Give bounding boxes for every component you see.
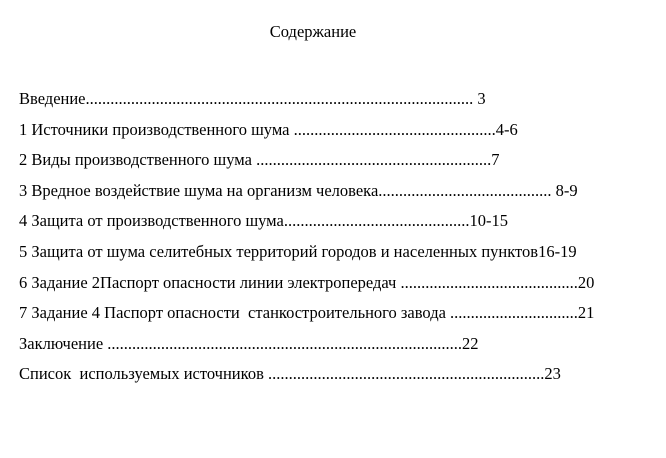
toc-entry-page: 16-19 bbox=[538, 241, 577, 261]
toc-entry-label: 2 Виды производственного шума bbox=[19, 150, 257, 170]
toc-entry-leader: ......................................................... bbox=[256, 150, 492, 170]
toc-entry-leader: ................................................................... bbox=[267, 364, 545, 384]
toc-entry-page: 21 bbox=[577, 303, 595, 323]
toc-entry-label: 4 Защита от производственного шума bbox=[19, 211, 284, 231]
toc-entry-label: 6 Задание 2Паспорт опасности линии электропередач bbox=[19, 272, 401, 292]
toc-entry-label: Список используемых источников bbox=[19, 364, 268, 384]
toc-entry bbox=[19, 89, 661, 120]
toc-entry bbox=[19, 334, 661, 365]
toc-entry bbox=[19, 242, 661, 273]
toc-entry-page: 23 bbox=[544, 364, 561, 384]
toc-entry-label: 7 Задание 4 Паспорт опасности станкостроительного завода bbox=[19, 303, 451, 323]
toc-entry-leader: ................................................. bbox=[293, 119, 496, 139]
toc-entry bbox=[19, 181, 661, 212]
toc-entry-label: Введение bbox=[19, 89, 86, 108]
toc-entry-label: 5 Защита от шума селитебных территорий городов и населенных пунктов bbox=[19, 241, 539, 261]
toc-entry-page: 20 bbox=[577, 272, 595, 292]
toc-entry bbox=[19, 273, 661, 304]
toc-entry-leader: ........................................... bbox=[400, 272, 578, 292]
toc-entry-page: 10-15 bbox=[469, 211, 508, 231]
toc-entry bbox=[19, 211, 661, 242]
toc-entry-label: Заключение bbox=[19, 333, 108, 353]
toc-entry-label: 3 Вредное воздействие шума на организм человека bbox=[19, 180, 379, 200]
toc-entry bbox=[19, 303, 661, 334]
toc-entry bbox=[19, 120, 661, 151]
toc-entry-page: 7 bbox=[491, 150, 500, 170]
toc-entry-page: 22 bbox=[462, 333, 479, 353]
toc-entry-page: 4-6 bbox=[495, 119, 518, 139]
toc-entry bbox=[19, 364, 661, 395]
page-title: Содержание bbox=[269, 22, 357, 41]
toc-entry-leader: ............................... bbox=[450, 303, 578, 323]
toc-entry-leader: .......................................... bbox=[378, 180, 556, 200]
table-of-contents bbox=[19, 89, 661, 395]
toc-entry-page: 8-9 bbox=[555, 180, 578, 200]
toc-entry-leader: .............................................................................................. bbox=[85, 89, 474, 108]
toc-entry-label: 1 Источники производственного шума bbox=[19, 119, 294, 139]
toc-entry-leader: ............................................. bbox=[283, 211, 470, 231]
toc-entry-leader: ...................................................................................... bbox=[107, 333, 463, 353]
toc-entry-page: 3 bbox=[473, 89, 486, 108]
toc-entry bbox=[19, 150, 661, 181]
